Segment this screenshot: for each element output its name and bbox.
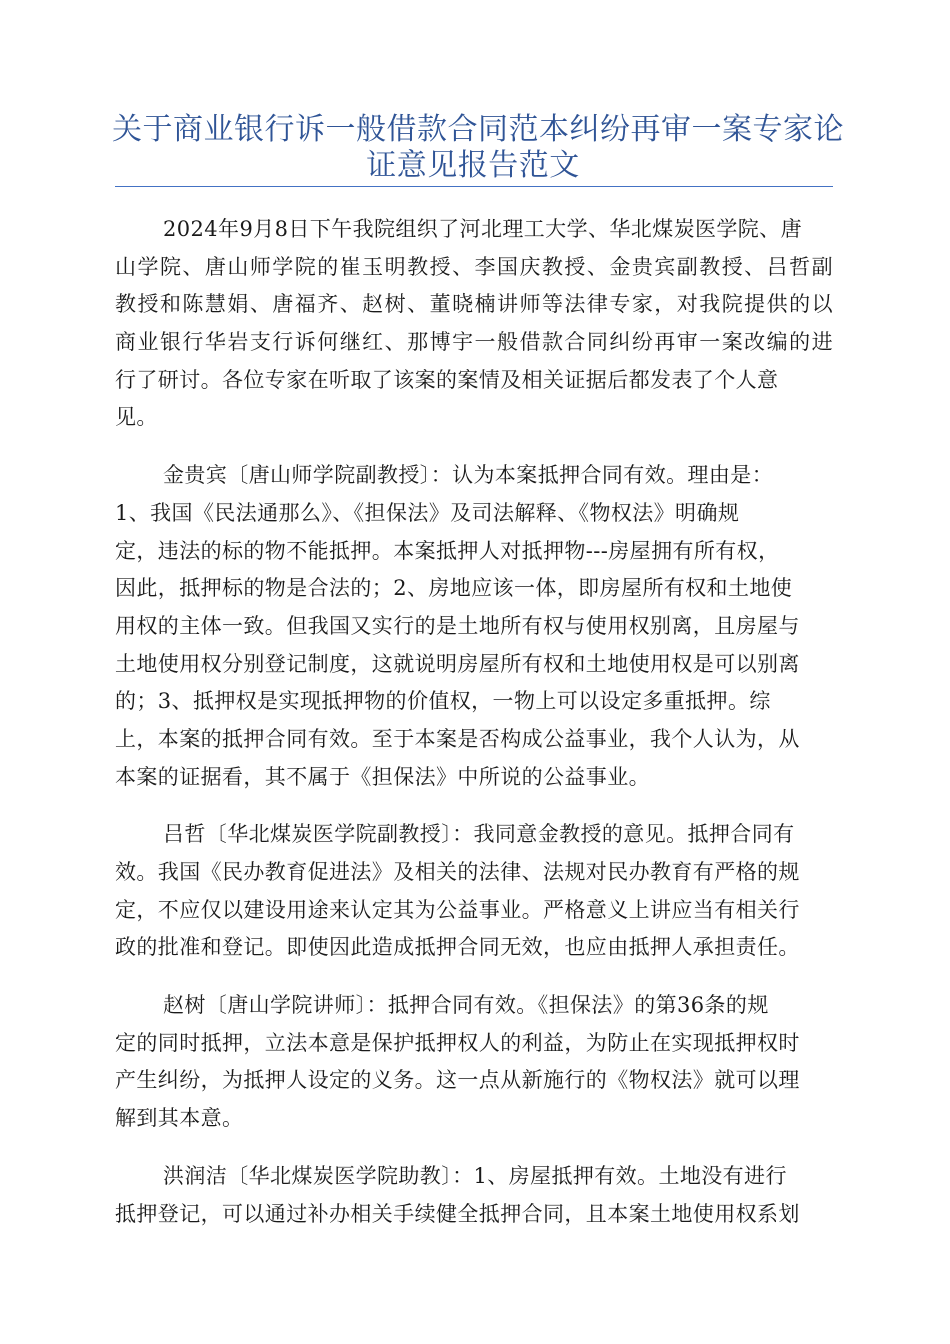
- paragraph-intro: [115, 211, 833, 437]
- text-line: 用权的主体一致。但我国又实行的是土地所有权与使用权别离，且房屋与: [115, 613, 800, 638]
- text-line: 2024年9月8日下午我院组织了河北理工大学、华北煤炭医学院、唐: [163, 217, 802, 241]
- paragraph-gap: [115, 967, 833, 987]
- paragraph-zhao-shu: [115, 987, 833, 1138]
- title-underline: [115, 186, 833, 187]
- text-line: 吕哲〔华北煤炭医学院副教授〕：我同意金教授的意见。抵押合同有: [163, 822, 795, 847]
- paragraph-jin-guibin: [115, 457, 833, 796]
- text-line: 商业银行华岩支行诉何继红、那博宇一般借款合同纠纷再审一案改编的进: [115, 330, 833, 355]
- document-title: [112, 112, 844, 184]
- text-line: 赵树〔唐山学院讲师〕：抵押合同有效。《担保法》的第36条的规: [163, 993, 769, 1018]
- paragraph-hong-runjie: [115, 1158, 833, 1233]
- text-line: 洪润洁〔华北煤炭医学院助教〕：1、房屋抵押有效。土地没有进行: [163, 1163, 787, 1188]
- text-line: 行了研讨。各位专家在听取了该案的案情及相关证据后都发表了个人意: [115, 367, 779, 392]
- document-body: [115, 211, 833, 1233]
- text-line: 定的同时抵押，立法本意是保护抵押权人的利益，为防止在实现抵押权时: [115, 1030, 800, 1055]
- text-line: 上，本案的抵押合同有效。至于本案是否构成公益事业，我个人认为，从: [115, 726, 800, 751]
- text-line: 教授和陈慧娟、唐福齐、赵树、董晓楠讲师等法律专家，对我院提供的以: [115, 292, 833, 317]
- title-line-1: 关于商业银行诉一般借款合同范本纠纷再审一案专家论: [112, 112, 844, 147]
- paragraph-gap: [115, 1138, 833, 1158]
- paragraph-lv-zhe: [115, 816, 833, 967]
- title-line-2: 证意见报告范文: [366, 148, 580, 183]
- text-line: 因此，抵押标的物是合法的；2、房地应该一体，即房屋所有权和土地使: [115, 576, 793, 601]
- text-line: 解到其本意。: [115, 1106, 244, 1131]
- text-line: 土地使用权分别登记制度，这就说明房屋所有权和土地使用权是可以别离: [115, 651, 800, 676]
- text-line: 金贵宾〔唐山师学院副教授〕：认为本案抵押合同有效。理由是：: [163, 463, 774, 488]
- text-line: 效。我国《民办教育促进法》及相关的法律、法规对民办教育有严格的规: [115, 860, 800, 884]
- text-line: 产生纠纷，为抵押人设定的义务。这一点从新施行的《物权法》就可以理: [115, 1068, 800, 1093]
- text-line: 定，违法的标的物不能抵押。本案抵押人对抵押物---房屋拥有所有权，: [115, 538, 780, 563]
- text-line: 1、我国《民法通那么》、《担保法》及司法解释、《物权法》明确规: [115, 500, 740, 525]
- text-line: 本案的证据看，其不属于《担保法》中所说的公益事业。: [115, 764, 650, 789]
- text-line: 山学院、唐山师学院的崔玉明教授、李国庆教授、金贵宾副教授、吕哲副: [115, 254, 833, 279]
- text-line: 政的批准和登记。即使因此造成抵押合同无效，也应由抵押人承担责任。: [115, 935, 800, 960]
- paragraph-gap: [115, 796, 833, 816]
- paragraph-gap: [115, 437, 833, 457]
- text-line: 定，不应仅以建设用途来认定其为公益事业。严格意义上讲应当有相关行: [115, 897, 800, 922]
- text-line: 抵押登记，可以通过补办相关手续健全抵押合同，且本案土地使用权系划: [115, 1201, 800, 1226]
- text-line: 见。: [115, 405, 158, 430]
- text-line: 的；3、抵押权是实现抵押物的价值权，一物上可以设定多重抵押。综: [115, 689, 771, 714]
